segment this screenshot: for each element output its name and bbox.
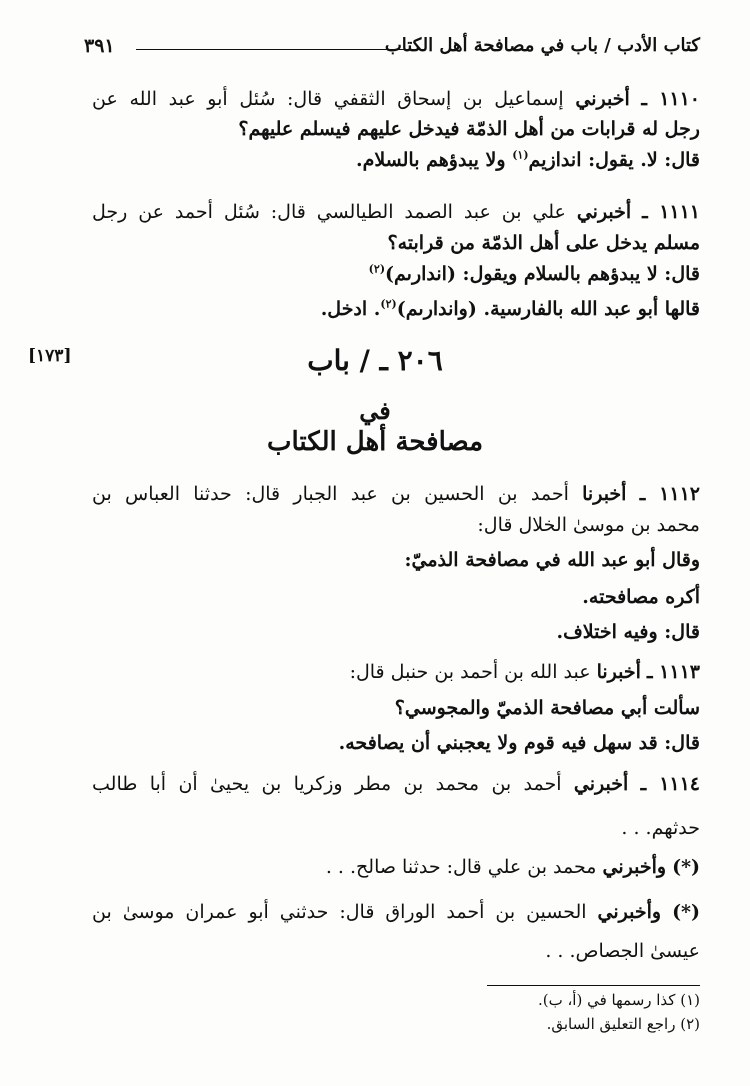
margin-reference: [١٧٣] (28, 346, 72, 366)
running-title: كتاب الأدب / باب في مصافحة أهل الكتاب (384, 35, 700, 56)
entry-1113-line-1: ١١١٣ ـ أخبرنا عبد الله بن أحمد بن حنبل قال: (349, 661, 700, 683)
entry-1114-subchain-2: (*) وأخبرني الحسين بن أحمد الوراق قال: حدثني أبو عمران موسىٰ بن (92, 901, 700, 923)
footnote-2: (٢) راجع التعليق السابق. (546, 1015, 700, 1033)
footnote-rule (487, 985, 700, 986)
entry-1110-verb: أخبرني (575, 88, 630, 110)
entry-1114-line-2: حدثهم. . . (621, 817, 700, 839)
entry-1113-line-3: قال: قد سهل فيه قوم ولا يعجبني أن يصافحه. (338, 732, 700, 754)
header-rule (136, 49, 422, 50)
entry-1112-line-1: ١١١٢ ـ أخبرنا أحمد بن الحسين بن عبد الجبار قال: حدثنا العباس بن (92, 483, 700, 505)
footnote-1: (١) كذا رسمها في (أ، ب). (537, 991, 700, 1009)
chapter-subtitle-1: في (359, 396, 391, 425)
entry-1111-line-4: قالها أبو عبد الله بالفارسية. (واندارىم)$^{(٢)}$. ادخل. (320, 297, 700, 320)
entry-1113-verb: أخبرنا (596, 661, 641, 683)
footnote-ref-2b: (٢) (380, 297, 397, 311)
entry-1114-line-1: ١١١٤ ـ أخبرني أحمد بن محمد بن مطر وزكريا بن يحيىٰ أن أبا طالب (92, 773, 701, 795)
footnote-ref-1: (١) (512, 148, 529, 162)
entry-1111-line-1: ١١١١ ـ أخبرني علي بن عبد الصمد الطيالسي قال: سُئل أحمد عن رجل (92, 201, 701, 223)
entry-1111-line-2: مسلم يدخل على أهل الذمّة من قرابته؟ (387, 232, 700, 254)
entry-1113-line-2: سألت أبي مصافحة الذميّ والمجوسي؟ (394, 697, 700, 719)
page-number: ٣٩١ (84, 35, 115, 57)
chapter-heading: ٢٠٦ ـ / باب (307, 344, 443, 377)
entry-1110-line-3: قال: لا. يقول: اندازيم$^{(١)}$ ولا يبدؤهم بالسلام. (355, 148, 700, 171)
entry-1114-subchain-2-line-2: عيسىٰ الجصاص. . . (545, 940, 700, 962)
entry-1110-line-1: ١١١٠ ـ أخبرني إسماعيل بن إسحاق الثقفي قال: سُئل أبو عبد الله عن (92, 88, 701, 110)
entry-1114-subchain-1: (*) وأخبرني محمد بن علي قال: حدثنا صالح. . . (325, 856, 700, 878)
entry-1112-line-5: قال: وفيه اختلاف. (556, 621, 700, 643)
entry-1111-verb: أخبرني (576, 201, 632, 223)
entry-1110-line-2: رجل له قرابات من أهل الذمّة فيدخل عليهم فيسلم عليهم؟ (238, 118, 700, 140)
entry-1112-line-4: أكره مصافحته. (582, 586, 700, 608)
chapter-subtitle-2: مصافحة أهل الكتاب (266, 427, 484, 457)
entry-1112-verb: أخبرنا (582, 483, 627, 505)
entry-1112-line-2: محمد بن موسىٰ الخلال قال: (477, 514, 700, 536)
entry-1114-verb: أخبرني (573, 773, 629, 795)
entry-1111-line-3: قال: لا يبدؤهم بالسلام ويقول: (اندارىم)$^{(٢)}$ (368, 262, 700, 285)
footnote-ref-2: (٢) (368, 262, 386, 276)
entry-1112-line-3: وقال أبو عبد الله في مصافحة الذميّ: (404, 549, 700, 571)
